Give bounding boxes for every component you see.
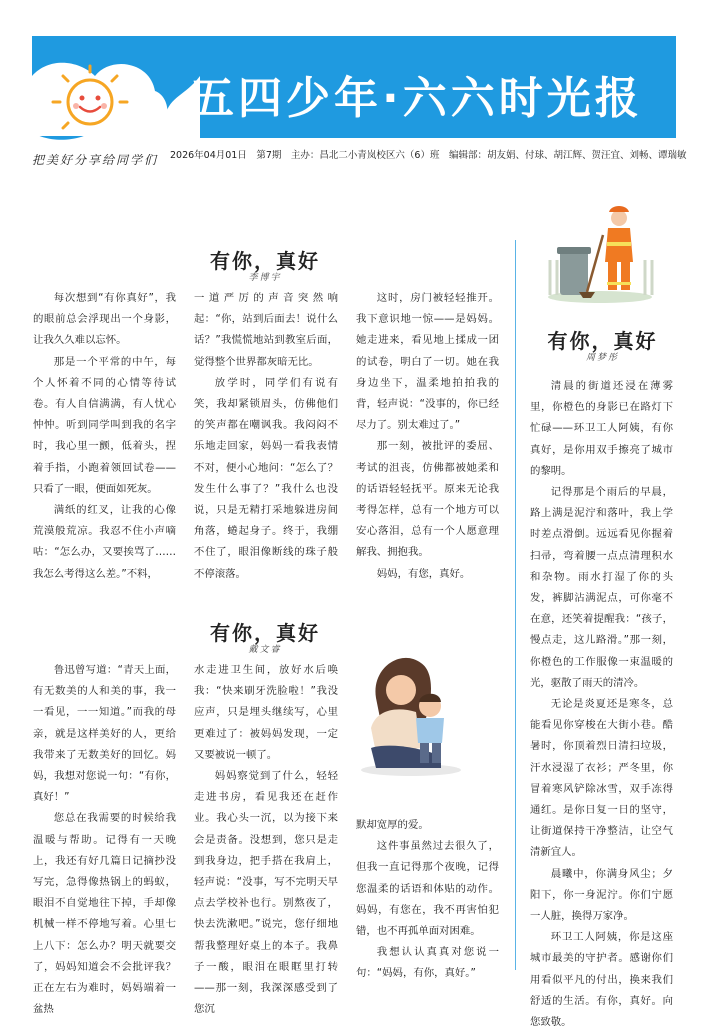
paragraph: 鲁迅曾写道：“青天上面，有无数美的人和美的事，我一一看见，一一知道。”而我的母亲，就是这样美好的人，更给我带来了无数美好的回忆。妈妈，我想对您说一句：“有你，真好！” bbox=[33, 664, 176, 804]
paragraph: 放学时，同学们有说有笑，我却紧锁眉头，仿佛他们的笑声都在嘲讽我。我闷闷不乐地走回家，妈妈一看我表情不对，便小心地问：“怎么了？发生什么事了？”我什么也没说，只是无精打采地躲进房间角落，蜷起身子。终于，我绷不住了，眼泪像断线的珠子般不停滚落。 bbox=[194, 376, 338, 580]
issue-info: 2026年04月01日 第7期 主办：昌北二小青岚校区六（6）班 编辑部：胡友娟、付球、胡江辉、贺汪宜、刘畅、谭瑞敏 bbox=[170, 150, 687, 161]
article1-col2 bbox=[194, 288, 338, 585]
article2-title: 有你，真好 bbox=[210, 621, 320, 645]
paragraph: 满纸的红叉，让我的心像荒漠般荒凉。我忍不住小声嘀咕：“怎么办，又要挨骂了……我怎么考得这么差。”不料， bbox=[33, 504, 176, 580]
article3-title: 有你，真好 bbox=[547, 329, 658, 353]
paragraph: 您总在我需要的时候给我温暖与帮助。记得有一天晚上，我还有好几篇日记摘抄没写完，急得像热锅上的蚂蚁，眼泪不自觉地往下掉，手却像机械一样不停地写着。心里七上八下：怎么办？明天就要交了，妈妈知道会不会批评我？正在左右为难时，妈妈端着一盆热 bbox=[33, 812, 176, 1016]
article3-col bbox=[530, 376, 673, 1033]
paragraph: 水走进卫生间，放好水后唤我：“快来刷牙洗脸啦！”我没应声，只是埋头继续写，心里更难过了：被妈妈发现，一定又要被说一顿了。 bbox=[194, 664, 338, 761]
article1-col1 bbox=[33, 288, 176, 585]
paragraph: 清晨的街道还浸在薄雾里，你橙色的身影已在路灯下忙碌——环卫工人阿姨，有你真好，是你用双手擦亮了城市的黎明。 bbox=[530, 380, 673, 477]
mother-child-illustration bbox=[356, 648, 466, 778]
article1-col3 bbox=[356, 288, 499, 585]
article2-author: 戴文睿 bbox=[248, 645, 282, 655]
paragraph: 那一刻，被批评的委屈、考试的沮丧，仿佛都被她柔和的话语轻轻抚平。原来无论我考得怎样，总有一个地方可以安心落泪，总有一个人愿意理解我、拥抱我。 bbox=[356, 440, 499, 559]
paragraph: 无论是炎夏还是寒冬，总能看见你穿梭在大街小巷。酷暑时，你顶着烈日清扫垃圾，汗水浸湿了衣衫；严冬里，你冒着寒风铲除冰雪，双手冻得通红。是你日复一日的坚守，让街道保持干净整洁，让空气清新宜人。 bbox=[530, 698, 673, 859]
paragraph: 妈妈察觉到了什么，轻轻走进书房，看见我还在赶作业。我心头一沉，以为接下来会是责备。没想到，您只是走到我身边，把手搭在我肩上，轻声说：“没事，写不完明天早点去学校补也行。别熬夜了，快去洗漱吧。”说完，您仔细地帮我整理好桌上的本子。我鼻子一酸，眼泪在眼眶里打转——那一刻，我深深感受到了您沉 bbox=[194, 770, 338, 1016]
column-divider bbox=[515, 240, 516, 970]
paragraph: 一道严厉的声音突然响起：“你，站到后面去！说什么话？”我慌慌地站到教室后面，觉得整个世界都灰暗无比。 bbox=[194, 292, 338, 368]
paragraph: 那是一个平常的中午，每个人怀着不同的心情等待试卷。有人自信满满，有人忧心忡忡。听到同学叫到我的名字时，我心里一颤，低着头，捏着手指，小跑着领回试卷——只看了一眼，便面如死灰。 bbox=[33, 355, 176, 495]
paragraph: 这时，房门被轻轻推开。我下意识地一惊——是妈妈。她走进来，看见地上揉成一团的试卷，明白了一切。她在我身边坐下，温柔地拍拍我的背，轻声说：“没事的，你已经尽力了。别太难过了。” bbox=[356, 292, 499, 432]
sanitation-worker-illustration bbox=[545, 200, 655, 305]
article1-author: 李博宇 bbox=[248, 273, 282, 283]
newspaper-title: 五四少年·六六时光报 bbox=[190, 73, 643, 124]
slogan: 把美好分享给同学们 bbox=[32, 153, 159, 167]
article2-col2 bbox=[194, 660, 338, 1020]
article3-author: 周梦彤 bbox=[585, 353, 619, 363]
paragraph: 我想认认真真对您说一句：“妈妈，有你，真好。” bbox=[356, 946, 499, 980]
header-logo bbox=[0, 36, 200, 146]
paragraph: 默却宽厚的爱。 bbox=[356, 819, 429, 831]
paragraph: 妈妈，有您，真好。 bbox=[376, 567, 471, 580]
article2-col3 bbox=[356, 815, 499, 985]
article1-title: 有你，真好 bbox=[210, 249, 320, 273]
paragraph: 环卫工人阿姨，你是这座城市最美的守护者。感谢你们用看似平凡的付出，换来我们舒适的生活。有你，真好。向您致敬。 bbox=[530, 931, 673, 1029]
paragraph: 每次想到“有你真好”，我的眼前总会浮现出一个身影，让我久久难以忘怀。 bbox=[33, 292, 176, 347]
paragraph: 晨曦中，你满身风尘；夕阳下，你一身泥泞。你们宁愿一人脏，换得万家净。 bbox=[530, 867, 673, 923]
article2-col1 bbox=[33, 660, 176, 1020]
paragraph: 记得那是个雨后的早晨，路上满是泥泞和落叶，我上学时差点滑倒。远远看见你握着扫帚，弯着腰一点点清理积水和杂物。雨水打湿了你的头发，裤脚沾满泥点，可你毫不在意，还笑着提醒我：“孩子，慢点走，这儿路滑。”那一刻，你橙色的工作服像一束温暖的光，驱散了雨天的清冷。 bbox=[530, 486, 673, 689]
paragraph: 这件事虽然过去很久了，但我一直记得那个夜晚，记得您温柔的话语和体贴的动作。妈妈，有您在，我不再害怕犯错，也不再孤单面对困难。 bbox=[356, 840, 499, 938]
